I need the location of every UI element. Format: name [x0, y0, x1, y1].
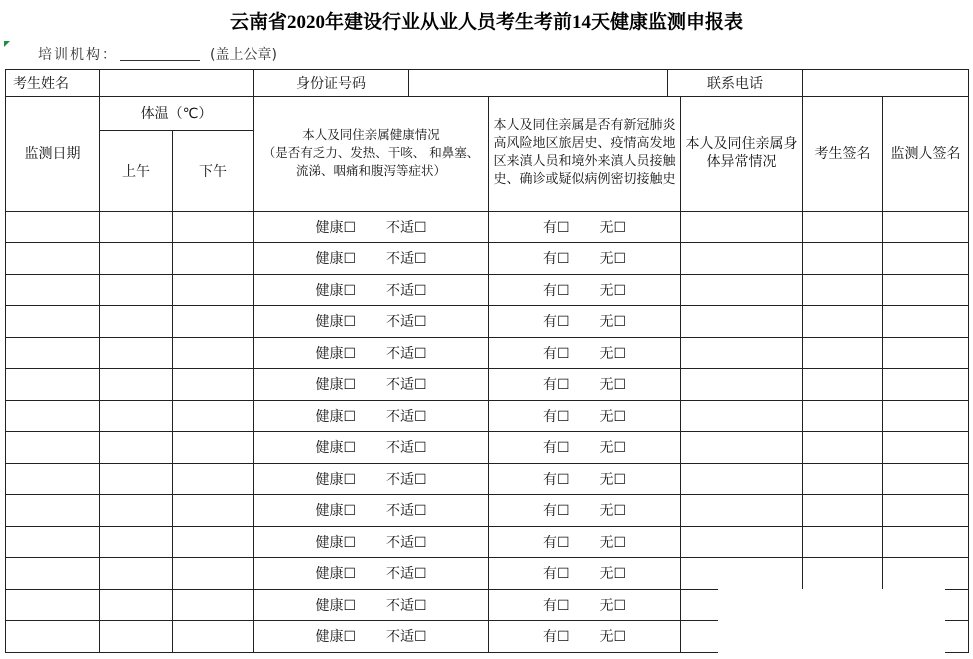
monitor-signature-cell[interactable] [883, 243, 969, 275]
health-status-cell [254, 337, 489, 369]
morning-temperature-cell[interactable] [100, 400, 173, 432]
unwell-checkbox[interactable]: 不适☐ [386, 566, 427, 583]
monitor-signature-header: 监测人签名 [883, 96, 969, 211]
unwell-checkbox[interactable]: 不适☐ [386, 408, 427, 425]
unwell-checkbox[interactable]: 不适☐ [386, 219, 427, 236]
abnormal-condition-cell[interactable] [681, 495, 803, 527]
candidate-info-table [5, 69, 969, 97]
contact-no-checkbox[interactable]: 无☐ [599, 503, 627, 520]
temperature-header: 体温（℃） [100, 96, 254, 130]
contact-yes-checkbox[interactable]: 有☐ [542, 282, 570, 299]
unwell-checkbox[interactable]: 不适☐ [386, 597, 427, 614]
morning-temperature-cell[interactable] [100, 274, 173, 306]
candidate-signature-header: 考生签名 [803, 96, 883, 211]
table-row [6, 337, 969, 369]
abnormal-condition-cell[interactable] [681, 243, 803, 275]
date-header: 监测日期 [6, 96, 100, 211]
morning-temperature-cell[interactable] [100, 369, 173, 401]
cell-indicator-icon [4, 41, 10, 47]
morning-temperature-cell[interactable] [100, 621, 173, 653]
contact-history-cell [489, 526, 681, 558]
contact-yes-checkbox[interactable]: 有☐ [542, 566, 570, 583]
contact-history-cell [489, 589, 681, 621]
contact-no-checkbox[interactable]: 无☐ [599, 314, 627, 331]
morning-temperature-cell[interactable] [100, 463, 173, 495]
health-status-cell [254, 526, 489, 558]
contact-no-checkbox[interactable]: 无☐ [599, 471, 627, 488]
healthy-checkbox[interactable]: 健康☐ [315, 534, 357, 551]
stamp-note: (盖上公章) [210, 47, 277, 63]
date-cell[interactable] [6, 211, 100, 243]
monitoring-rows [6, 211, 969, 652]
blank-overlay [718, 589, 945, 659]
contact-yes-checkbox[interactable]: 有☐ [542, 219, 570, 236]
id-number-label: 身份证号码 [254, 70, 409, 97]
contact-history-cell [489, 337, 681, 369]
morning-temperature-cell[interactable] [100, 589, 173, 621]
abnormal-condition-cell[interactable] [681, 306, 803, 338]
abnormal-condition-cell[interactable] [681, 526, 803, 558]
unwell-checkbox[interactable]: 不适☐ [386, 282, 427, 299]
health-status-cell [254, 243, 489, 275]
contact-yes-checkbox[interactable]: 有☐ [542, 440, 570, 457]
health-status-cell [254, 558, 489, 590]
contact-yes-checkbox[interactable]: 有☐ [542, 345, 570, 362]
monitor-signature-cell[interactable] [883, 558, 969, 590]
id-number-cell[interactable] [409, 70, 668, 97]
health-status-cell [254, 495, 489, 527]
table-row [6, 400, 969, 432]
contact-no-checkbox[interactable]: 无☐ [599, 597, 627, 614]
unwell-checkbox[interactable]: 不适☐ [386, 534, 427, 551]
healthy-checkbox[interactable]: 健康☐ [315, 219, 357, 236]
unwell-checkbox[interactable]: 不适☐ [386, 377, 427, 394]
afternoon-temperature-cell[interactable] [173, 369, 254, 401]
contact-no-checkbox[interactable]: 无☐ [599, 408, 627, 425]
contact-history-cell [489, 306, 681, 338]
date-cell[interactable] [6, 274, 100, 306]
contact-yes-checkbox[interactable]: 有☐ [542, 408, 570, 425]
abnormal-condition-cell[interactable] [681, 274, 803, 306]
table-row [6, 243, 969, 275]
abnormal-condition-cell[interactable] [681, 400, 803, 432]
contact-no-checkbox[interactable]: 无☐ [599, 282, 627, 299]
candidate-name-label: 考生姓名 [6, 70, 100, 97]
contact-history-header-text [489, 117, 680, 189]
date-cell[interactable] [6, 621, 100, 653]
abnormal-condition-header [681, 96, 803, 211]
table-row [6, 274, 969, 306]
afternoon-temperature-cell[interactable] [173, 495, 254, 527]
afternoon-temperature-cell[interactable] [173, 211, 254, 243]
contact-history-cell [489, 621, 681, 653]
table-row [6, 463, 969, 495]
contact-history-header [489, 96, 681, 211]
contact-header-line: 区来滇人员和境外来滇人员接触 [493, 154, 676, 170]
afternoon-temperature-cell[interactable] [173, 589, 254, 621]
monitor-signature-cell[interactable] [883, 337, 969, 369]
morning-temperature-cell[interactable] [100, 337, 173, 369]
contact-history-cell [489, 274, 681, 306]
monitor-signature-cell[interactable] [883, 526, 969, 558]
table-row [6, 526, 969, 558]
contact-no-checkbox[interactable]: 无☐ [599, 629, 627, 646]
contact-history-cell [489, 463, 681, 495]
date-cell[interactable] [6, 463, 100, 495]
contact-history-cell [489, 211, 681, 243]
contact-yes-checkbox[interactable]: 有☐ [542, 629, 570, 646]
unwell-checkbox[interactable]: 不适☐ [386, 629, 427, 646]
healthy-checkbox[interactable]: 健康☐ [315, 629, 357, 646]
candidate-info-row [6, 70, 969, 97]
afternoon-temperature-cell[interactable] [173, 306, 254, 338]
morning-temperature-cell[interactable] [100, 306, 173, 338]
contact-no-checkbox[interactable]: 无☐ [599, 534, 627, 551]
afternoon-temperature-cell[interactable] [173, 337, 254, 369]
candidate-signature-cell[interactable] [803, 337, 883, 369]
contact-no-checkbox[interactable]: 无☐ [599, 440, 627, 457]
unwell-checkbox[interactable]: 不适☐ [386, 471, 427, 488]
contact-yes-checkbox[interactable]: 有☐ [542, 377, 570, 394]
morning-temperature-cell[interactable] [100, 243, 173, 275]
afternoon-temperature-cell[interactable] [173, 526, 254, 558]
contact-history-cell [489, 558, 681, 590]
unwell-checkbox[interactable]: 不适☐ [386, 503, 427, 520]
abnormal-condition-cell[interactable] [681, 337, 803, 369]
morning-temperature-cell[interactable] [100, 432, 173, 464]
training-org-blank-field[interactable] [120, 45, 200, 61]
afternoon-temperature-header: 下午 [173, 130, 254, 211]
abnormal-header-line: 体异常情况 [706, 154, 777, 171]
candidate-signature-cell[interactable] [803, 306, 883, 338]
health-header-line: 流涕、咽痛和腹泻等症状） [296, 163, 447, 179]
health-status-cell [254, 432, 489, 464]
date-cell[interactable] [6, 495, 100, 527]
monitor-signature-cell[interactable] [883, 369, 969, 401]
candidate-signature-cell[interactable] [803, 243, 883, 275]
abnormal-condition-cell[interactable] [681, 463, 803, 495]
abnormal-condition-cell[interactable] [681, 558, 803, 590]
monitoring-table [5, 96, 969, 653]
afternoon-temperature-cell[interactable] [173, 274, 254, 306]
date-cell[interactable] [6, 369, 100, 401]
morning-temperature-header: 上午 [100, 130, 173, 211]
afternoon-temperature-cell[interactable] [173, 621, 254, 653]
morning-temperature-cell[interactable] [100, 211, 173, 243]
candidate-signature-cell[interactable] [803, 400, 883, 432]
health-status-cell [254, 589, 489, 621]
contact-yes-checkbox[interactable]: 有☐ [542, 251, 570, 268]
abnormal-condition-cell[interactable] [681, 432, 803, 464]
health-status-header [254, 96, 489, 211]
health-status-cell [254, 211, 489, 243]
date-cell[interactable] [6, 558, 100, 590]
contact-yes-checkbox[interactable]: 有☐ [542, 471, 570, 488]
health-status-cell [254, 621, 489, 653]
health-status-cell [254, 369, 489, 401]
table-header-row [6, 96, 969, 130]
health-status-cell [254, 306, 489, 338]
health-status-cell [254, 274, 489, 306]
contact-no-checkbox[interactable]: 无☐ [599, 251, 627, 268]
date-cell[interactable] [6, 526, 100, 558]
healthy-checkbox[interactable]: 健康☐ [315, 440, 357, 457]
candidate-signature-cell[interactable] [803, 211, 883, 243]
afternoon-temperature-cell[interactable] [173, 463, 254, 495]
form-title: 云南省2020年建设行业从业人员考生考前14天健康监测申报表 [229, 12, 743, 33]
monitor-signature-cell[interactable] [883, 211, 969, 243]
healthy-checkbox[interactable]: 健康☐ [315, 503, 357, 520]
monitor-signature-cell[interactable] [883, 274, 969, 306]
contact-no-checkbox[interactable]: 无☐ [599, 219, 627, 236]
contact-yes-checkbox[interactable]: 有☐ [542, 534, 570, 551]
contact-history-cell [489, 495, 681, 527]
phone-cell[interactable] [803, 70, 969, 97]
healthy-checkbox[interactable]: 健康☐ [315, 408, 357, 425]
health-header-line: 本人及同住亲属健康情况 [302, 127, 440, 143]
abnormal-condition-header-text [681, 135, 802, 171]
afternoon-temperature-cell[interactable] [173, 400, 254, 432]
monitor-signature-cell[interactable] [883, 495, 969, 527]
health-status-header-text [254, 126, 488, 180]
morning-temperature-cell[interactable] [100, 495, 173, 527]
healthy-checkbox[interactable]: 健康☐ [315, 314, 357, 331]
candidate-name-cell[interactable] [100, 70, 254, 97]
contact-yes-checkbox[interactable]: 有☐ [542, 314, 570, 331]
contact-history-cell [489, 400, 681, 432]
date-cell[interactable] [6, 432, 100, 464]
monitor-signature-cell[interactable] [883, 400, 969, 432]
unwell-checkbox[interactable]: 不适☐ [386, 345, 427, 362]
date-cell[interactable] [6, 243, 100, 275]
contact-history-cell [489, 243, 681, 275]
morning-temperature-cell[interactable] [100, 526, 173, 558]
healthy-checkbox[interactable]: 健康☐ [315, 251, 357, 268]
healthy-checkbox[interactable]: 健康☐ [315, 377, 357, 394]
date-cell[interactable] [6, 337, 100, 369]
monitor-signature-cell[interactable] [883, 463, 969, 495]
healthy-checkbox[interactable]: 健康☐ [315, 471, 357, 488]
health-status-cell [254, 463, 489, 495]
candidate-signature-cell[interactable] [803, 526, 883, 558]
date-cell[interactable] [6, 589, 100, 621]
training-org-label: 培训机构： [38, 47, 118, 63]
training-org-line [38, 45, 277, 65]
phone-label: 联系电话 [668, 70, 803, 97]
table-row [6, 495, 969, 527]
healthy-checkbox[interactable]: 健康☐ [315, 597, 357, 614]
candidate-signature-cell[interactable] [803, 463, 883, 495]
candidate-signature-cell[interactable] [803, 558, 883, 590]
contact-header-line: 高风险地区旅居史、疫情高发地 [493, 136, 676, 152]
monitor-signature-cell[interactable] [883, 306, 969, 338]
table-row [6, 211, 969, 243]
contact-header-line: 本人及同住亲属是否有新冠肺炎 [493, 118, 676, 134]
health-status-cell [254, 400, 489, 432]
contact-yes-checkbox[interactable]: 有☐ [542, 503, 570, 520]
candidate-signature-cell[interactable] [803, 495, 883, 527]
table-row [6, 306, 969, 338]
afternoon-temperature-cell[interactable] [173, 432, 254, 464]
contact-header-line: 史、确诊或疑似病例密切接触史 [493, 172, 676, 188]
candidate-signature-cell[interactable] [803, 432, 883, 464]
candidate-signature-cell[interactable] [803, 369, 883, 401]
table-row [6, 369, 969, 401]
healthy-checkbox[interactable]: 健康☐ [315, 345, 357, 362]
table-row [6, 432, 969, 464]
monitor-signature-cell[interactable] [883, 432, 969, 464]
contact-history-cell [489, 369, 681, 401]
health-header-line: （是否有乏力、发热、干咳、 和鼻塞、 [262, 145, 480, 161]
date-cell[interactable] [6, 306, 100, 338]
table-row [6, 558, 969, 590]
healthy-checkbox[interactable]: 健康☐ [315, 282, 357, 299]
contact-history-cell [489, 432, 681, 464]
contact-no-checkbox[interactable]: 无☐ [599, 345, 627, 362]
contact-yes-checkbox[interactable]: 有☐ [542, 597, 570, 614]
contact-no-checkbox[interactable]: 无☐ [599, 377, 627, 394]
afternoon-temperature-cell[interactable] [173, 243, 254, 275]
healthy-checkbox[interactable]: 健康☐ [315, 566, 357, 583]
unwell-checkbox[interactable]: 不适☐ [386, 251, 427, 268]
afternoon-temperature-cell[interactable] [173, 558, 254, 590]
candidate-signature-cell[interactable] [803, 274, 883, 306]
abnormal-header-line: 本人及同住亲属身 [685, 136, 798, 153]
contact-no-checkbox[interactable]: 无☐ [599, 566, 627, 583]
morning-temperature-cell[interactable] [100, 558, 173, 590]
date-cell[interactable] [6, 400, 100, 432]
unwell-checkbox[interactable]: 不适☐ [386, 314, 427, 331]
abnormal-condition-cell[interactable] [681, 211, 803, 243]
unwell-checkbox[interactable]: 不适☐ [386, 440, 427, 457]
abnormal-condition-cell[interactable] [681, 369, 803, 401]
